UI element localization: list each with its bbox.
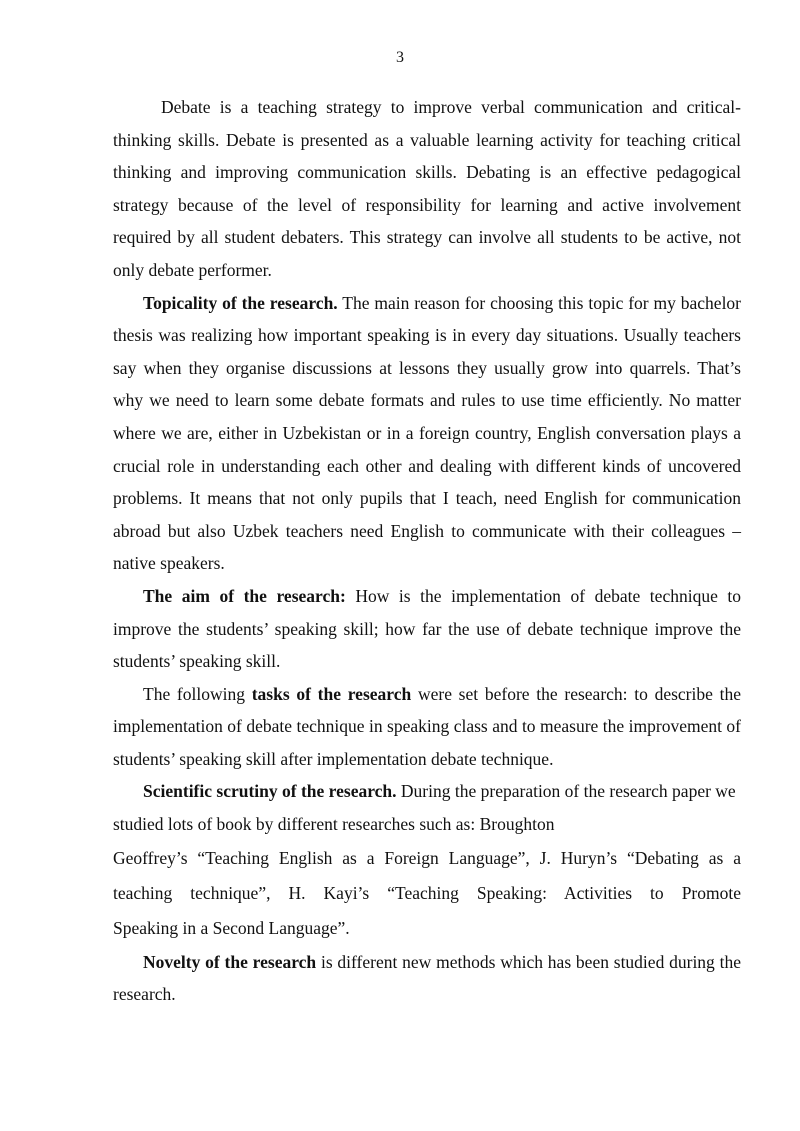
document-body	[113, 91, 741, 1011]
page-number: 3	[396, 49, 404, 66]
scrutiny-line-2: Geoffrey’s “Teaching English as a Foreign Language”, J. Huryn’s “Debating as a teaching technique”, H. Kayi’s “Teaching Speaking: Activities to Promote	[113, 847, 741, 903]
aim-text: How is the implementation of debate technique to improve the students’ speaking skill; how far the use of debate technique improve the students’ speaking skill.	[113, 585, 741, 672]
scrutiny-heading: Scientific scrutiny of the research.	[143, 781, 397, 802]
topicality-text: The main reason for choosing this topic for my bachelor thesis was realizing how important speaking is in every day situations. Usually teachers say when they organise discussions at lessons they usually grow into quarrels. That’s why we need to learn some debate formats and rules to use time efficiently. No matter where we are, either in Uzbekistan or in a foreign country, English conversation plays a crucial role in understanding each other and dealing with different kinds of uncovered problems. It means that not only pupils that I teach, need English for communication abroad but also Uzbek teachers need English to communicate with their colleagues – native speakers.	[113, 292, 742, 574]
scrutiny-line-1: During the preparation of the research paper we studied lots of book by different researches such as: Broughton	[113, 781, 736, 835]
aim-heading: The aim of the research:	[143, 585, 346, 606]
novelty-text: is different new methods which has been studied during the research.	[113, 951, 741, 1005]
paragraph-scrutiny	[113, 775, 741, 945]
paragraph-tasks	[113, 678, 741, 776]
paragraph-novelty	[113, 946, 741, 1011]
paragraph-topicality	[113, 287, 741, 580]
tasks-heading: tasks of the research	[251, 683, 412, 704]
novelty-heading: Novelty of the research	[143, 951, 317, 972]
tasks-text-after: were set before the research: to describe the implementation of debate technique in speaking class and to measure the improvement of students’ speaking skill after implementation debate technique.	[113, 683, 741, 769]
topicality-heading: Topicality of the research.	[143, 292, 338, 313]
paragraph-aim	[113, 580, 741, 678]
tasks-text-before: The following	[143, 683, 252, 704]
scrutiny-line-3: Speaking in a Second Language”.	[113, 917, 350, 938]
paragraph-intro: Debate is a teaching strategy to improve verbal communication and critical-thinking skills. Debate is presented as a valuable learning activity for teaching critical thinking and improving communication skills. Debating is an effective pedagogical strategy because of the level of responsibility for learning and active involvement required by all student debaters. This strategy can involve all students to be active, not only debate performer.	[113, 97, 741, 280]
